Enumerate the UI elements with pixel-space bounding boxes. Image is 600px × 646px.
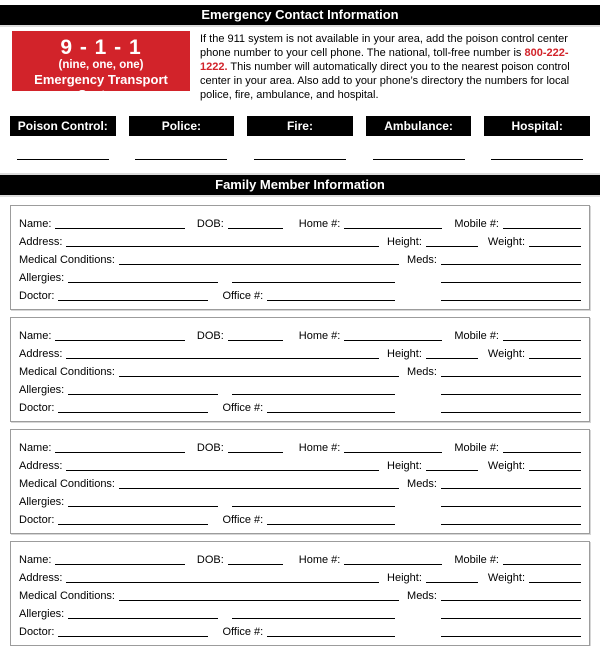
weight-line[interactable] [529, 582, 581, 583]
family-member-card [10, 541, 590, 646]
doctor-label: Doctor: [19, 290, 55, 302]
home-phone-line[interactable] [344, 564, 442, 565]
allergies-line[interactable] [68, 618, 218, 619]
family-section-title: Family Member Information [0, 175, 600, 195]
nine-one-one-badge [12, 31, 190, 102]
meds-label: Meds: [407, 478, 437, 490]
home-phone-line[interactable] [344, 228, 442, 229]
page-title: Emergency Contact Information [0, 5, 600, 25]
allergies-extra-line[interactable] [232, 506, 395, 507]
allergies-label: Allergies: [19, 272, 65, 284]
meds-label: Meds: [407, 590, 437, 602]
medical-conditions-line[interactable] [119, 488, 399, 489]
member-row-medical [19, 249, 581, 267]
office-phone-label: Office #: [222, 626, 264, 638]
fire-line[interactable] [254, 159, 346, 160]
allergies-line[interactable] [68, 506, 218, 507]
address-label: Address: [19, 236, 63, 248]
office-phone-line[interactable] [267, 300, 395, 301]
doctor-line[interactable] [58, 524, 208, 525]
dob-label: DOB: [196, 442, 224, 454]
poison-control-line[interactable] [17, 159, 109, 160]
dob-line[interactable] [228, 452, 283, 453]
meds-line-3[interactable] [441, 636, 581, 637]
height-line[interactable] [426, 246, 478, 247]
member-row-medical [19, 585, 581, 603]
meds-line-2[interactable] [441, 394, 581, 395]
meds-line-3[interactable] [441, 412, 581, 413]
mobile-phone-label: Mobile #: [454, 330, 499, 342]
mobile-phone-label: Mobile #: [454, 442, 499, 454]
meds-line-3[interactable] [441, 300, 581, 301]
meds-label: Meds: [407, 254, 437, 266]
member-row-allergies [19, 379, 581, 397]
weight-label: Weight: [487, 460, 525, 472]
home-phone-line[interactable] [344, 452, 442, 453]
emergency-contacts-labels [0, 104, 600, 136]
emergency-contact-form [0, 5, 600, 638]
member-row-name [19, 549, 581, 567]
nine-one-one-number: 9 - 1 - 1 [60, 36, 142, 59]
name-line[interactable] [55, 228, 184, 229]
nine-one-one-words: (nine, one, one) [58, 59, 144, 71]
meds-line-1[interactable] [441, 488, 581, 489]
mobile-phone-label: Mobile #: [454, 218, 499, 230]
height-label: Height: [387, 236, 422, 248]
mobile-phone-line[interactable] [503, 564, 581, 565]
doctor-line[interactable] [58, 412, 208, 413]
office-phone-label: Office #: [222, 402, 264, 414]
member-row-address [19, 567, 581, 585]
dob-label: DOB: [196, 330, 224, 342]
height-line[interactable] [426, 582, 478, 583]
ambulance-line[interactable] [373, 159, 465, 160]
height-label: Height: [387, 572, 422, 584]
family-member-card [10, 317, 590, 422]
weight-line[interactable] [529, 246, 581, 247]
nine-one-one-caption: Emergency Transport System [34, 72, 168, 102]
member-row-allergies [19, 491, 581, 509]
hospital-label: Hospital: [484, 116, 590, 136]
intro-paragraph [200, 31, 592, 102]
dob-label: DOB: [196, 218, 224, 230]
allergies-extra-line[interactable] [232, 618, 395, 619]
height-label: Height: [387, 348, 422, 360]
home-phone-label: Home #: [298, 554, 341, 566]
intro-section [0, 25, 600, 104]
address-line[interactable] [66, 582, 379, 583]
member-row-medical [19, 473, 581, 491]
medical-conditions-line[interactable] [119, 600, 399, 601]
medical-conditions-line[interactable] [119, 264, 399, 265]
office-phone-label: Office #: [222, 514, 264, 526]
height-line[interactable] [426, 358, 478, 359]
member-row-address [19, 343, 581, 361]
mobile-phone-label: Mobile #: [454, 554, 499, 566]
height-line[interactable] [426, 470, 478, 471]
name-line[interactable] [55, 340, 184, 341]
mobile-phone-line[interactable] [503, 228, 581, 229]
member-row-address [19, 231, 581, 249]
weight-label: Weight: [487, 572, 525, 584]
allergies-line[interactable] [68, 394, 218, 395]
mobile-phone-line[interactable] [503, 340, 581, 341]
office-phone-line[interactable] [267, 636, 395, 637]
office-phone-label: Office #: [222, 290, 264, 302]
name-label: Name: [19, 330, 52, 342]
home-phone-label: Home #: [298, 218, 341, 230]
member-row-medical [19, 361, 581, 379]
height-label: Height: [387, 460, 422, 472]
name-line[interactable] [55, 564, 184, 565]
emergency-contacts-lines [0, 136, 600, 160]
meds-line-2[interactable] [441, 506, 581, 507]
member-row-allergies [19, 603, 581, 621]
member-row-doctor [19, 397, 581, 415]
meds-label: Meds: [407, 366, 437, 378]
weight-line[interactable] [529, 358, 581, 359]
medical-conditions-line[interactable] [119, 376, 399, 377]
dob-label: DOB: [196, 554, 224, 566]
poison-control-label: Poison Control: [10, 116, 116, 136]
home-phone-line[interactable] [344, 340, 442, 341]
poison-control-phone-number: 800-222-1222. [200, 47, 569, 73]
member-row-name [19, 437, 581, 455]
hospital-line[interactable] [491, 159, 583, 160]
fire-label: Fire: [247, 116, 353, 136]
allergies-label: Allergies: [19, 496, 65, 508]
weight-label: Weight: [487, 348, 525, 360]
family-member-card [10, 205, 590, 310]
allergies-extra-line[interactable] [232, 282, 395, 283]
police-line[interactable] [135, 159, 227, 160]
doctor-label: Doctor: [19, 626, 55, 638]
home-phone-label: Home #: [298, 330, 341, 342]
member-row-doctor [19, 509, 581, 527]
member-row-name [19, 213, 581, 231]
police-label: Police: [129, 116, 235, 136]
allergies-label: Allergies: [19, 384, 65, 396]
ambulance-label: Ambulance: [366, 116, 472, 136]
meds-line-2[interactable] [441, 282, 581, 283]
dob-line[interactable] [228, 564, 283, 565]
name-label: Name: [19, 554, 52, 566]
doctor-line[interactable] [58, 636, 208, 637]
member-row-allergies [19, 267, 581, 285]
member-row-address [19, 455, 581, 473]
meds-line-1[interactable] [441, 600, 581, 601]
member-row-name [19, 325, 581, 343]
allergies-line[interactable] [68, 282, 218, 283]
doctor-label: Doctor: [19, 402, 55, 414]
intro-text-after: This number will automatically direct you to the nearest poison control center in your area. Also add to your phone’s directory the numbers for local police, fire, ambulance, and hospital. [200, 61, 570, 101]
intro-text-before: If the 911 system is not available in your area, add the poison control center phone number to your cell phone. The national, toll-free number is [200, 33, 568, 59]
mobile-phone-line[interactable] [503, 452, 581, 453]
name-line[interactable] [55, 452, 184, 453]
medical-conditions-label: Medical Conditions: [19, 478, 115, 490]
doctor-line[interactable] [58, 300, 208, 301]
address-label: Address: [19, 572, 63, 584]
home-phone-label: Home #: [298, 442, 341, 454]
meds-line-1[interactable] [441, 376, 581, 377]
member-row-doctor [19, 621, 581, 639]
medical-conditions-label: Medical Conditions: [19, 254, 115, 266]
medical-conditions-label: Medical Conditions: [19, 366, 115, 378]
name-label: Name: [19, 442, 52, 454]
dob-line[interactable] [228, 228, 283, 229]
address-label: Address: [19, 348, 63, 360]
address-line[interactable] [66, 470, 379, 471]
address-line[interactable] [66, 358, 379, 359]
dob-line[interactable] [228, 340, 283, 341]
allergies-extra-line[interactable] [232, 394, 395, 395]
meds-line-3[interactable] [441, 524, 581, 525]
address-label: Address: [19, 460, 63, 472]
address-line[interactable] [66, 246, 379, 247]
weight-label: Weight: [487, 236, 525, 248]
member-row-doctor [19, 285, 581, 303]
medical-conditions-label: Medical Conditions: [19, 590, 115, 602]
meds-line-2[interactable] [441, 618, 581, 619]
office-phone-line[interactable] [267, 412, 395, 413]
meds-line-1[interactable] [441, 264, 581, 265]
office-phone-line[interactable] [267, 524, 395, 525]
family-members [0, 195, 600, 646]
name-label: Name: [19, 218, 52, 230]
family-member-card [10, 429, 590, 534]
weight-line[interactable] [529, 470, 581, 471]
doctor-label: Doctor: [19, 514, 55, 526]
allergies-label: Allergies: [19, 608, 65, 620]
